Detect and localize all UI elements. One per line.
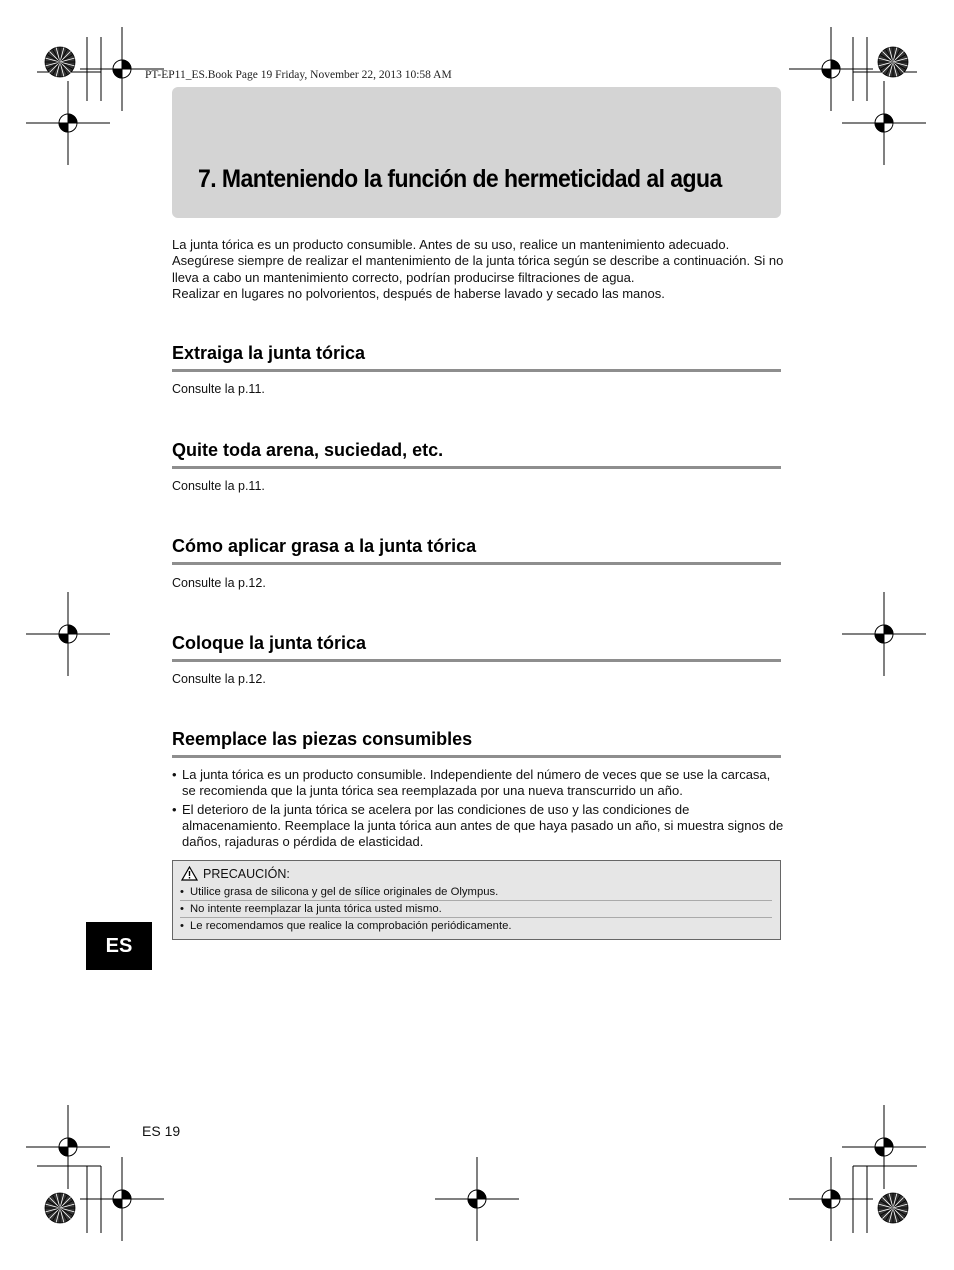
caution-list	[180, 884, 772, 934]
intro-paragraph: Asegúrese siempre de realizar el mantenimiento de la junta tórica según se describe a continuación. Si no lleva a cabo un mantenimiento correcto, podrían producirse filtraciones de agua.	[172, 253, 784, 285]
registration-mark	[789, 1157, 873, 1241]
intro-paragraph: Realizar en lugares no polvorientos, después de haberse lavado y secado las manos.	[172, 285, 665, 301]
intro-text	[172, 237, 784, 302]
list-item: • El deterioro de la junta tórica se acelera por las condiciones de uso y las condiciones de almacenamiento. Reemplace la junta tórica aun antes de que haya pasado un año, si muestra signos de daños, rajaduras o pérdida de elasticidad.	[172, 802, 784, 851]
section-heading	[172, 536, 781, 565]
section-title: Coloque la junta tórica	[172, 633, 367, 653]
registration-mark	[842, 81, 926, 165]
section-heading	[172, 729, 781, 758]
registration-mark	[842, 1105, 926, 1189]
list-item: • Utilice grasa de silicona y gel de sílice originales de Olympus.	[180, 884, 772, 901]
star-target-mark	[878, 1193, 908, 1223]
caution-title: PRECAUCIÓN:	[203, 866, 290, 881]
caution-header	[181, 866, 290, 881]
registration-mark	[842, 592, 926, 676]
section-title: Reemplace las piezas consumibles	[172, 729, 473, 749]
star-target-mark	[878, 47, 908, 77]
language-tab: ES	[86, 922, 152, 970]
page-number: ES 19	[142, 1123, 181, 1139]
title-band	[172, 87, 781, 218]
registration-mark	[80, 1157, 164, 1241]
list-item: • La junta tórica es un producto consumible. Independiente del número de veces que se use la carcasa, se recomienda que la junta tórica sea reemplazada por una nueva transcurrido un año.	[172, 767, 784, 800]
section-body: Consulte la p.12.	[172, 672, 266, 686]
section-body: Consulte la p.12.	[172, 576, 266, 590]
section-heading	[172, 440, 781, 469]
registration-mark	[26, 592, 110, 676]
section-title: Extraiga la junta tórica	[172, 343, 366, 363]
section-title: Quite toda arena, suciedad, etc.	[172, 440, 444, 460]
caution-box	[172, 860, 781, 940]
registration-mark	[435, 1157, 519, 1241]
intro-paragraph: La junta tórica es un producto consumible. Antes de su uso, realice un mantenimiento adecuado.	[172, 237, 730, 252]
section-body: Consulte la p.11.	[172, 382, 265, 396]
list-item: • No intente reemplazar la junta tórica usted mismo.	[180, 901, 772, 918]
section-heading	[172, 633, 781, 662]
list-item: • Le recomendamos que realice la comprobación periódicamente.	[180, 918, 772, 934]
print-header: PT-EP11_ES.Book Page 19 Friday, November 22, 2013 10:58 AM	[145, 69, 452, 81]
registration-mark	[26, 81, 110, 165]
star-target-mark	[45, 47, 75, 77]
section-title: Cómo aplicar grasa a la junta tórica	[172, 536, 477, 556]
registration-mark	[789, 27, 873, 111]
page-title: 7. Manteniendo la función de hermeticidad al agua	[198, 165, 722, 193]
section-heading	[172, 343, 781, 372]
star-target-mark	[45, 1193, 75, 1223]
registration-mark	[26, 1105, 110, 1189]
section-body: Consulte la p.11.	[172, 479, 265, 493]
replace-bullet-list	[172, 767, 784, 852]
warning-triangle-icon	[181, 866, 198, 881]
